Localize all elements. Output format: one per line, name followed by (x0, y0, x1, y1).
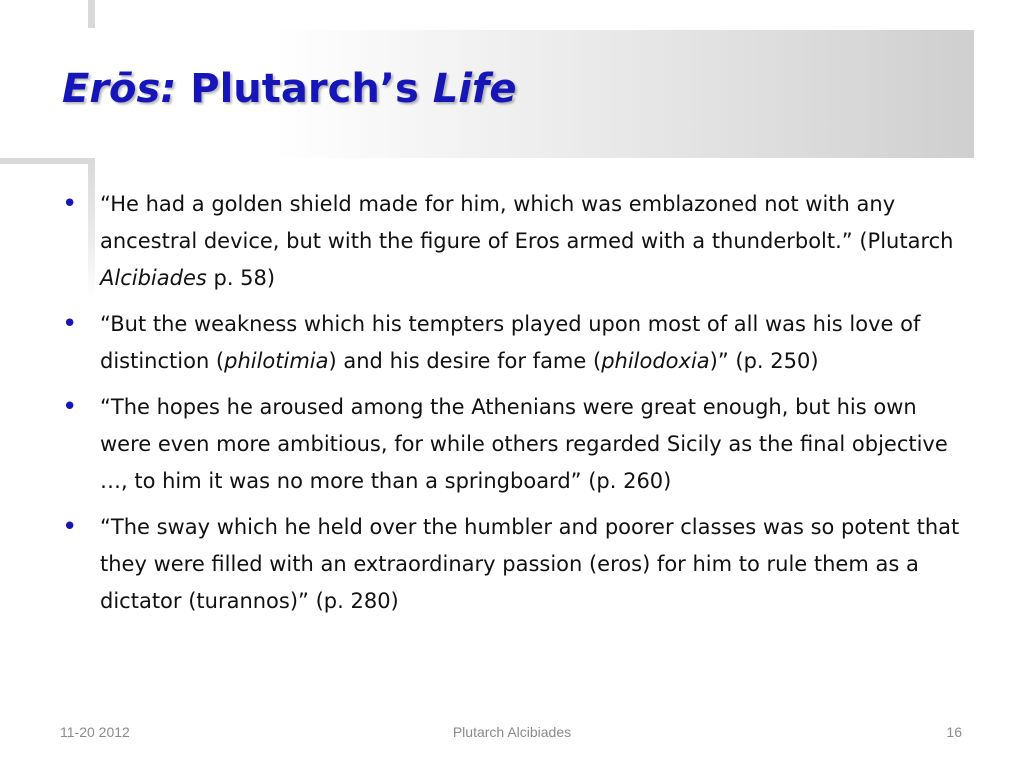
footer-date: 11-20 2012 (60, 724, 130, 740)
greek-term: philodoxia (601, 349, 710, 373)
title-part-eros: Erōs: (62, 66, 177, 112)
bullet-text (100, 192, 953, 290)
bullet-icon: • (62, 392, 78, 422)
citation-text: )” (p. 250) (709, 349, 819, 373)
bullet-text (100, 312, 920, 373)
quote-text: “But the weakness which his tempters played upon most of all was his love of distinction ( (100, 312, 921, 373)
bullet-icon: • (62, 189, 78, 219)
slide-title (62, 66, 516, 112)
citation-text: p. 58) (206, 266, 276, 290)
bullet-list (60, 186, 960, 629)
bullet-item (60, 509, 960, 620)
bullet-text: “The sway which he held over the humbler and poorer classes was so potent that they were filled with an extraordinary passion (eros) for him to rule them as a dictator (turannos)” (p. 280) (100, 515, 960, 613)
bullet-icon: • (62, 512, 78, 542)
bullet-item (60, 186, 960, 297)
book-title: Alcibiades (100, 266, 207, 290)
bullet-text: “The hopes he aroused among the Athenians were great enough, but his own were even more ambitious, for while others regarded Sicily as the final objective …, to him it was no more than a springboard” (p. 260) (100, 395, 948, 493)
quote-text: “He had a golden shield made for him, which was emblazoned not with any ancestral device, but with the figure of Eros armed with a thunderbolt.” (Plutarch (100, 192, 954, 253)
bullet-item (60, 389, 960, 500)
decorative-vertical-bar-top (88, 0, 95, 28)
slide-number: 16 (946, 724, 962, 740)
quote-text: ) and his desire for fame ( (328, 349, 602, 373)
footer-title: Plutarch Alcibiades (452, 724, 572, 740)
bullet-icon: • (62, 309, 78, 339)
title-part-plutarch: Plutarch’s (176, 66, 433, 112)
bullet-item (60, 306, 960, 380)
title-part-life: Life (432, 66, 517, 112)
decorative-horizontal-bar (0, 158, 90, 164)
greek-term: philotimia (224, 349, 329, 373)
